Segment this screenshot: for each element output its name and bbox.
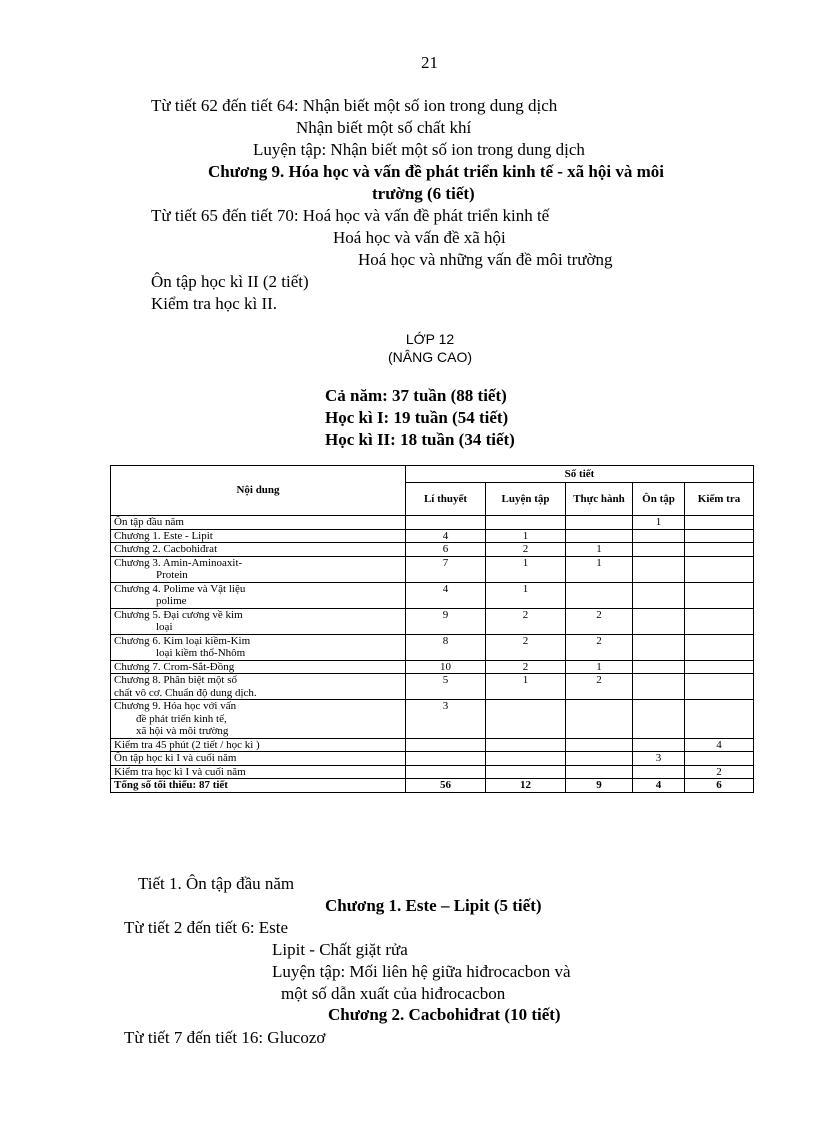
- row-name-line1: Chương 5. Đại cương về kim: [114, 608, 243, 621]
- cell-lab: [566, 529, 633, 543]
- cell-lab: [566, 765, 633, 779]
- total-test: 6: [685, 779, 754, 793]
- semester1-summary: Học kì I: 19 tuần (54 tiết): [325, 408, 509, 427]
- table-row: [111, 674, 754, 700]
- chapter-heading: Chương 9. Hóa học và vấn đề phát triển kinh tế - xã hội và môi: [208, 162, 664, 181]
- semester2-summary: Học kì II: 18 tuần (34 tiết): [325, 430, 515, 449]
- cell-theory: 5: [406, 674, 486, 700]
- table-row: [111, 765, 754, 779]
- cell-lab: 2: [566, 674, 633, 700]
- row-name-line2: chất vô cơ. Chuẩn độ dung dịch.: [114, 686, 257, 699]
- table-row: [111, 529, 754, 543]
- cell-theory: 4: [406, 582, 486, 608]
- cell-practice: 2: [486, 543, 566, 557]
- cell-test: [685, 752, 754, 766]
- cell-review: [633, 738, 685, 752]
- header-group: Số tiết: [406, 466, 754, 483]
- header-lab: Thực hành: [566, 483, 633, 516]
- cell-practice: 2: [486, 660, 566, 674]
- cell-test: [685, 700, 754, 739]
- chapter-heading: Chương 1. Este – Lipit (5 tiết): [325, 896, 542, 915]
- table-row: [111, 700, 754, 739]
- cell-lab: [566, 752, 633, 766]
- table-row: [111, 582, 754, 608]
- row-name: [111, 700, 406, 739]
- page-number: 21: [421, 53, 438, 72]
- cell-test: 2: [685, 765, 754, 779]
- cell-practice: [486, 752, 566, 766]
- table-row: [111, 608, 754, 634]
- cell-lab: [566, 700, 633, 739]
- cell-practice: 2: [486, 634, 566, 660]
- table-row: [111, 543, 754, 557]
- cell-lab: 2: [566, 634, 633, 660]
- header-practice: Luyện tập: [486, 483, 566, 516]
- cell-test: [685, 674, 754, 700]
- lesson-line: Từ tiết 62 đến tiết 64: Nhận biết một số ion trong dung dịch: [151, 96, 558, 115]
- lesson-line: Lipit - Chất giặt rửa: [272, 940, 408, 959]
- lesson-line: Ôn tập học kì II (2 tiết): [151, 272, 309, 291]
- chapter-heading: trường (6 tiết): [372, 184, 475, 203]
- lesson-line: Kiểm tra học kì II.: [151, 294, 278, 313]
- grade-title: LỚP 12: [405, 331, 455, 347]
- row-name: [111, 634, 406, 660]
- year-summary: Cả năm: 37 tuần (88 tiết): [325, 386, 507, 405]
- header-review: Ôn tập: [633, 483, 685, 516]
- cell-theory: [406, 516, 486, 530]
- row-name-line2: đề phát triển kinh tế,: [136, 712, 227, 725]
- cell-theory: 6: [406, 543, 486, 557]
- row-name-line1: Chương 6. Kim loại kiềm-Kim: [114, 634, 251, 647]
- lesson-line: Luyện tập: Mối liên hệ giữa hiđrocacbon và: [272, 962, 571, 981]
- cell-practice: 1: [486, 556, 566, 582]
- cell-review: [633, 529, 685, 543]
- cell-review: [633, 608, 685, 634]
- row-name: Ôn tập học kì I và cuối năm: [111, 752, 406, 766]
- row-name-line2: Protein: [156, 569, 188, 581]
- cell-theory: [406, 765, 486, 779]
- cell-review: [633, 674, 685, 700]
- cell-theory: [406, 738, 486, 752]
- grade-subtitle: (NÂNG CAO): [388, 349, 472, 365]
- cell-review: [633, 700, 685, 739]
- table-row: [111, 634, 754, 660]
- cell-practice: 1: [486, 529, 566, 543]
- cell-practice: [486, 700, 566, 739]
- cell-review: 3: [633, 752, 685, 766]
- syllabus-table: [110, 465, 754, 793]
- cell-practice: 1: [486, 582, 566, 608]
- cell-test: [685, 543, 754, 557]
- lesson-line: Từ tiết 7 đến tiết 16: Glucozơ: [124, 1028, 326, 1047]
- row-name-line1: Chương 4. Polime và Vật liệu: [114, 582, 246, 595]
- row-name-line1: Chương 8. Phân biệt một số: [114, 674, 238, 686]
- header-content: Nội dung: [111, 466, 406, 516]
- cell-test: [685, 660, 754, 674]
- table-row: [111, 738, 754, 752]
- cell-theory: 8: [406, 634, 486, 660]
- cell-lab: [566, 582, 633, 608]
- table-total-row: [111, 779, 754, 793]
- cell-review: [633, 543, 685, 557]
- lesson-line: Hoá học và những vấn đề môi trường: [358, 250, 613, 269]
- row-name-line1: Chương 3. Amin-Aminoaxit-: [114, 556, 243, 569]
- table-row: [111, 752, 754, 766]
- cell-test: [685, 529, 754, 543]
- cell-practice: 1: [486, 674, 566, 700]
- row-name: [111, 556, 406, 582]
- cell-practice: [486, 516, 566, 530]
- cell-theory: 4: [406, 529, 486, 543]
- lesson-line: một số dẫn xuất của hiđrocacbon: [281, 984, 506, 1003]
- total-practice: 12: [486, 779, 566, 793]
- row-name-line2: loại kiềm thổ-Nhôm: [156, 647, 246, 659]
- table-row: [111, 660, 754, 674]
- row-name: Chương 7. Crom-Sắt-Đồng: [111, 660, 406, 674]
- cell-lab: 2: [566, 608, 633, 634]
- lesson-line: Nhận biết một số chất khí: [296, 118, 472, 137]
- row-name: [111, 674, 406, 700]
- cell-theory: 9: [406, 608, 486, 634]
- total-theory: 56: [406, 779, 486, 793]
- table-row: [111, 556, 754, 582]
- lesson-line: Tiết 1. Ôn tập đầu năm: [138, 874, 295, 893]
- row-name: Kiểm tra học kì I và cuối năm: [111, 765, 406, 779]
- cell-practice: [486, 738, 566, 752]
- row-name: Ôn tập đầu năm: [111, 516, 406, 530]
- total-lab: 9: [566, 779, 633, 793]
- row-name: Chương 1. Este - Lipit: [111, 529, 406, 543]
- row-name-line2: loại: [156, 621, 173, 633]
- cell-test: [685, 516, 754, 530]
- cell-test: [685, 608, 754, 634]
- row-name: [111, 582, 406, 608]
- cell-test: [685, 582, 754, 608]
- cell-lab: [566, 516, 633, 530]
- cell-theory: 7: [406, 556, 486, 582]
- cell-review: [633, 556, 685, 582]
- lesson-line: Từ tiết 2 đến tiết 6: Este: [124, 918, 289, 937]
- row-name: [111, 608, 406, 634]
- cell-test: [685, 556, 754, 582]
- cell-practice: 2: [486, 608, 566, 634]
- header-test: Kiểm tra: [685, 483, 754, 516]
- row-name-line2: polime: [156, 595, 187, 607]
- lesson-line: Luyện tập: Nhận biết một số ion trong dung dịch: [253, 140, 585, 159]
- cell-theory: 3: [406, 700, 486, 739]
- cell-review: [633, 582, 685, 608]
- cell-lab: 1: [566, 556, 633, 582]
- header-theory: Lí thuyết: [406, 483, 486, 516]
- chapter-heading: Chương 2. Cacbohiđrat (10 tiết): [328, 1005, 561, 1024]
- cell-lab: 1: [566, 543, 633, 557]
- lesson-line: Hoá học và vấn đề xã hội: [333, 228, 506, 247]
- lesson-line: Từ tiết 65 đến tiết 70: Hoá học và vấn đề phát triển kinh tế: [151, 206, 550, 225]
- cell-review: [633, 634, 685, 660]
- row-name: Chương 2. Cacbohiđrat: [111, 543, 406, 557]
- row-name: Kiểm tra 45 phút (2 tiết / học kì ): [111, 738, 406, 752]
- cell-review: [633, 765, 685, 779]
- row-name-line1: Chương 9. Hóa học với vấn: [114, 700, 237, 712]
- table-row: [111, 516, 754, 530]
- cell-review: 1: [633, 516, 685, 530]
- cell-lab: 1: [566, 660, 633, 674]
- cell-review: [633, 660, 685, 674]
- cell-test: 4: [685, 738, 754, 752]
- cell-lab: [566, 738, 633, 752]
- cell-practice: [486, 765, 566, 779]
- total-review: 4: [633, 779, 685, 793]
- cell-theory: 10: [406, 660, 486, 674]
- total-label: Tổng số tối thiểu: 87 tiết: [111, 779, 406, 793]
- cell-theory: [406, 752, 486, 766]
- cell-test: [685, 634, 754, 660]
- row-name-line3: xã hội và môi trường: [136, 725, 229, 737]
